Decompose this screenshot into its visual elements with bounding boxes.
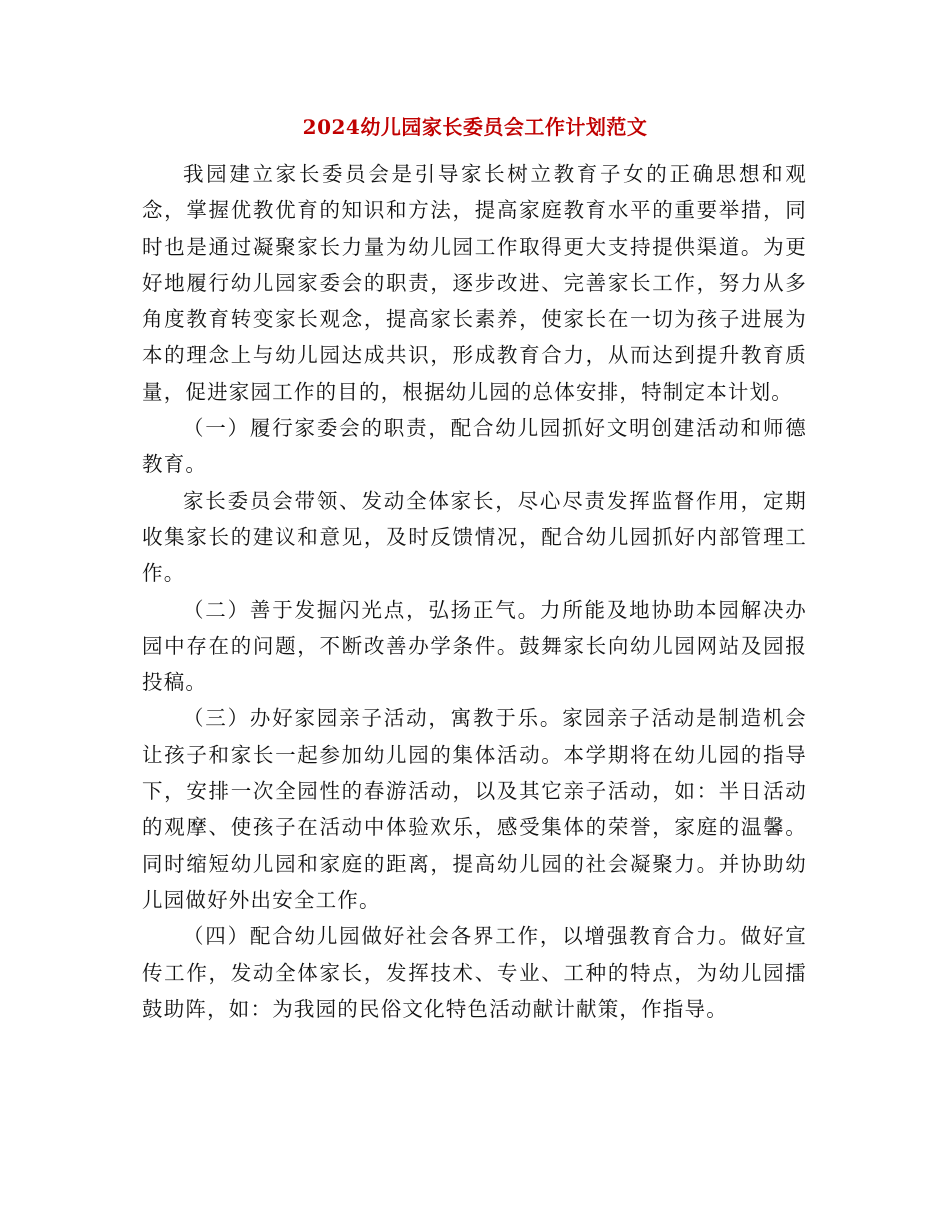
section-1-heading: （一）履行家委会的职责，配合幼儿园抓好文明创建活动和师德教育。 <box>142 416 807 477</box>
section-1-paragraph: 家长委员会带领、发动全体家长，尽心尽责发挥监督作用，定期收集家长的建议和意见，及时反馈情况，配合幼儿园抓好内部管理工作。 <box>142 488 807 586</box>
intro-paragraph: 我园建立家长委员会是引导家长树立教育子女的正确思想和观念，掌握优教优育的知识和方法，提高家庭教育水平的重要举措，同时也是通过凝聚家长力量为幼儿园工作取得更大支持提供渠道。为更好地履行幼儿园家委会的职责，逐步改进、完善家长工作，努力从多角度教育转变家长观念，提高家长素养，使家长在一切为孩子进展为本的理念上与幼儿园达成共识，形成教育合力，从而达到提升教育质量，促进家园工作的目的，根据幼儿园的总体安排，特制定本计划。 <box>142 162 807 404</box>
section-4-paragraph: （四）配合幼儿园做好社会各界工作，以增强教育合力。做好宣传工作，发动全体家长，发挥技术、专业、工种的特点，为幼儿园擂鼓助阵，如：为我园的民俗文化特色活动献计献策，作指导。 <box>142 924 807 1021</box>
section-3-paragraph: （三）办好家园亲子活动，寓教于乐。家园亲子活动是制造机会让孩子和家长一起参加幼儿园的集体活动。本学期将在幼儿园的指导下，安排一次全园性的春游活动，以及其它亲子活动，如：半日活动的观摩、使孩子在活动中体验欢乐，感受集体的荣誉，家庭的温馨。同时缩短幼儿园和家庭的距离，提高幼儿园的社会凝聚力。并协助幼儿园做好外出安全工作。 <box>142 706 807 912</box>
document-body <box>142 156 807 1027</box>
document-title: 2024幼儿园家长委员会工作计划范文 <box>302 115 648 139</box>
section-2-paragraph: （二）善于发掘闪光点，弘扬正气。力所能及地协助本园解决办园中存在的问题，不断改善办学条件。鼓舞家长向幼儿园网站及园报投稿。 <box>142 597 807 695</box>
